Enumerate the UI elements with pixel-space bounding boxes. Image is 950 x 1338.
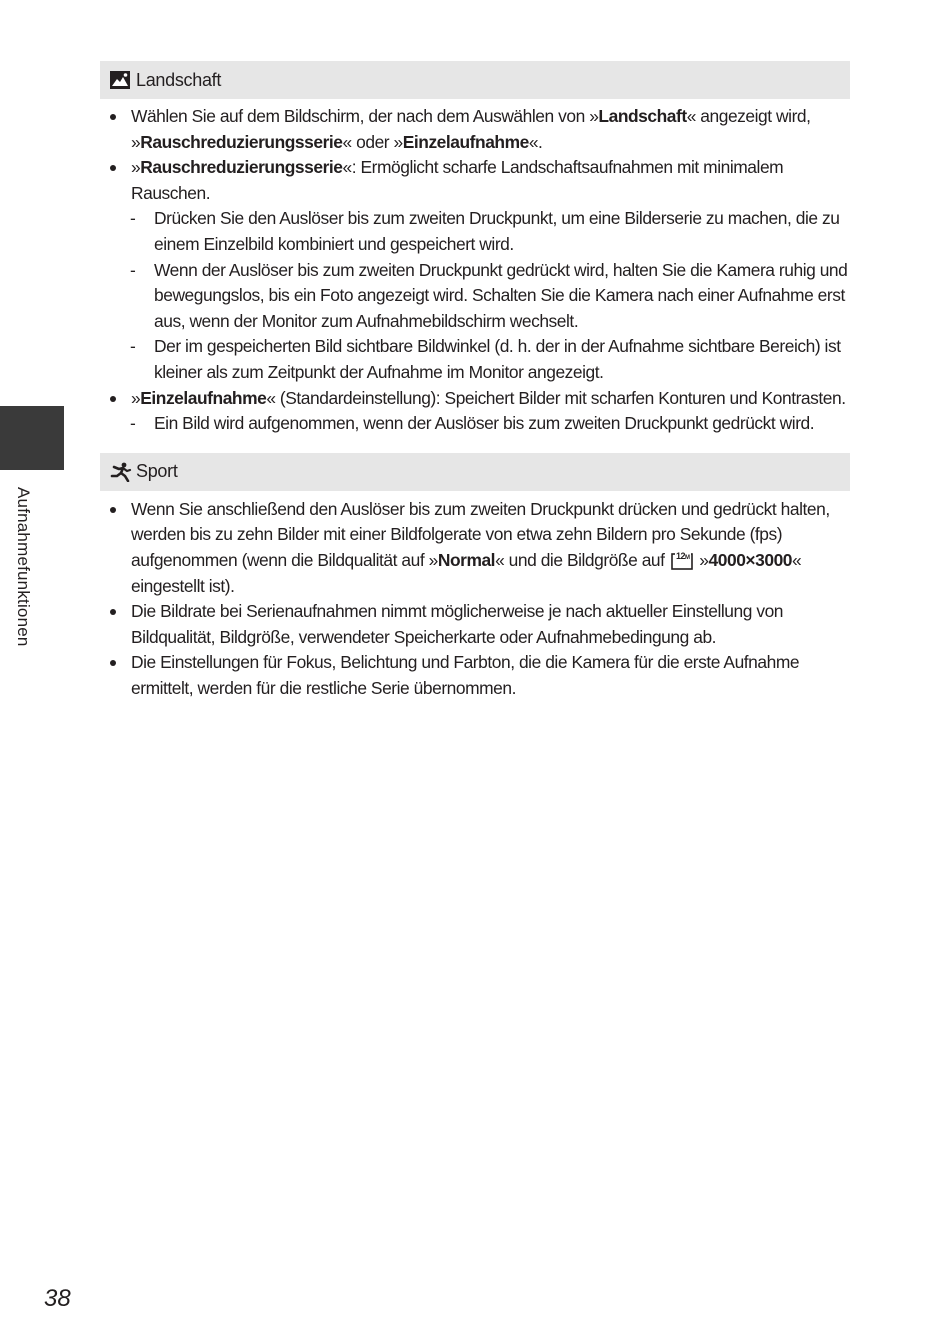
list-item: »Rauschreduzierungsserie«: Ermöglicht scharfe Landschaftsaufnahmen mit minimalem Rauschen. xyxy=(100,155,850,206)
landschaft-list xyxy=(100,104,850,437)
bullet-icon xyxy=(110,507,116,513)
list-item: »Einzelaufnahme« (Standardeinstellung): Speichert Bilder mit scharfen Konturen und Kontrasten. xyxy=(100,386,850,412)
svg-text:M: M xyxy=(684,554,690,561)
bullet-icon xyxy=(110,396,116,402)
sub-list-item: - Drücken Sie den Auslöser bis zum zweiten Druckpunkt, um eine Bilderserie zu machen, die zu einem Einzelbild kombiniert und gespeichert wird. xyxy=(130,208,840,254)
sport-icon xyxy=(110,461,132,483)
list-item: Die Einstellungen für Fokus, Belichtung und Farbton, die die Kamera für die erste Aufnahme ermittelt, werden für die restliche Serie übernommen. xyxy=(100,650,850,701)
sport-list xyxy=(100,497,850,702)
landschaft-heading-text: Landschaft xyxy=(136,69,222,90)
landscape-icon xyxy=(110,69,132,91)
landschaft-heading xyxy=(100,61,850,99)
bullet-icon xyxy=(110,660,116,666)
section-tab-label: Aufnahmefunktionen xyxy=(14,487,33,647)
bullet-icon xyxy=(110,114,116,120)
sport-heading xyxy=(100,453,850,491)
svg-text:12: 12 xyxy=(675,550,686,561)
bullet-icon xyxy=(110,609,116,615)
bullet-icon xyxy=(110,165,116,171)
sport-heading-text: Sport xyxy=(136,461,178,482)
page-number: 38 xyxy=(44,1285,71,1312)
sub-list-item: - Der im gespeicherten Bild sichtbare Bildwinkel (d. h. der in der Aufnahme sichtbare Bereich) ist kleiner als zum Zeitpunkt der Aufnahme im Monitor angezeigt. xyxy=(130,336,841,382)
list-item: Die Bildrate bei Serienaufnahmen nimmt möglicherweise je nach aktueller Einstellung von Bildqualität, Bildgröße, verwendeter Speicherkarte oder Aufnahmebedingung ab. xyxy=(100,599,850,650)
page-content xyxy=(100,61,850,701)
section-tab-marker xyxy=(0,406,64,470)
list-item: Wählen Sie auf dem Bildschirm, der nach dem Auswählen von »Landschaft« angezeigt wird, »Rauschreduzierungsserie« oder »Einzelaufnahme«. xyxy=(100,104,850,155)
sub-list-item: - Wenn der Auslöser bis zum zweiten Druckpunkt gedrückt wird, halten Sie die Kamera ruhig und bewegungslos, bis ein Foto angezeigt wird. Schalten Sie die Kamera nach einer Aufnahme erst aus, wenn der Monitor zum Aufnahmebildschirm wechselt. xyxy=(130,259,848,331)
image-size-12m-icon xyxy=(671,550,693,570)
sub-list-item: - Ein Bild wird aufgenommen, wenn der Auslöser bis zum zweiten Druckpunkt gedrückt wird. xyxy=(130,413,815,434)
list-item: Wenn Sie anschließend den Auslöser bis zum zweiten Druckpunkt drücken und gedrückt halten, werden bis zu zehn Bilder mit einer Bildfolgerate von etwa zehn Bildern pro Sekunde (fps) aufgenommen (wenn die Bildqualität auf »Normal« und die Bildgröße auf 12 M »4000×3000« eingestellt ist). xyxy=(100,497,850,599)
